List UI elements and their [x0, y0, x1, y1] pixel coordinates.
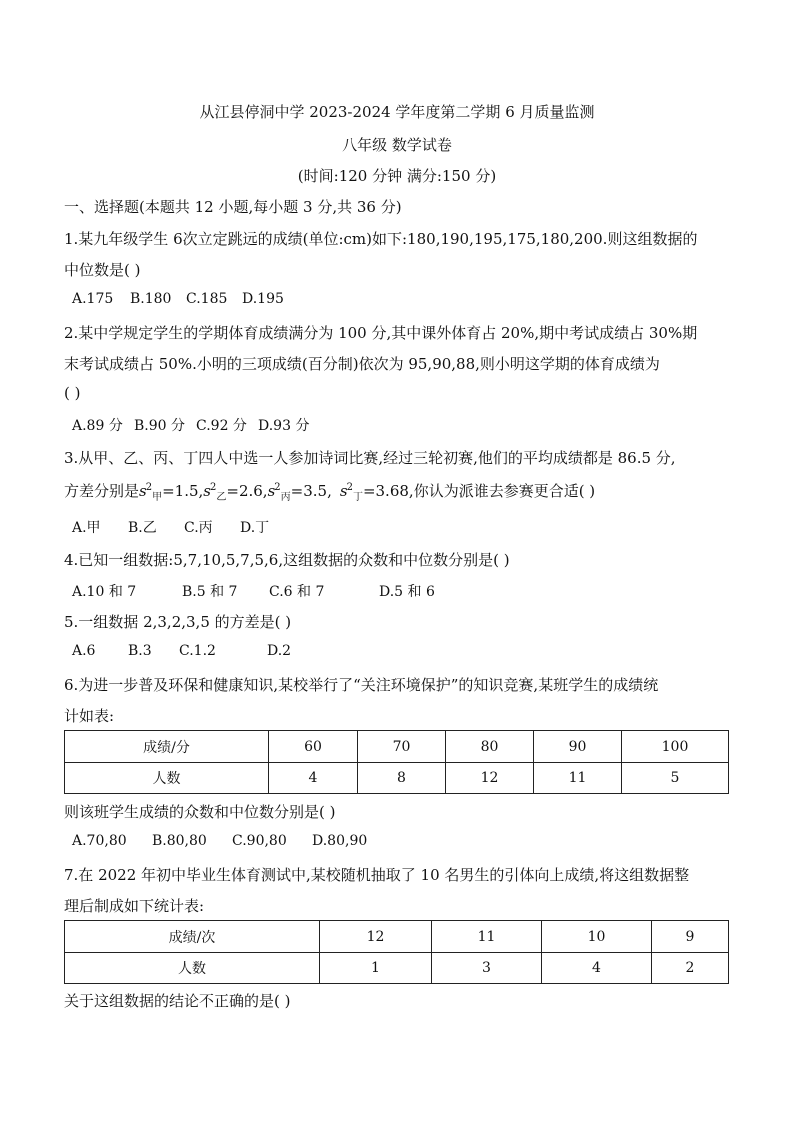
option-d: D.80,90: [312, 833, 368, 849]
section-heading: 一、选择题(本题共 12 小题,每小题 3 分,共 36 分): [64, 198, 402, 216]
question-3-options: [72, 517, 269, 537]
question-3-text: 3.从甲、乙、丙、丁四人中选一人参加诗词比赛,经过三轮初赛,他们的平均成绩都是 86.5 分,: [64, 449, 676, 467]
question-5-options: [72, 643, 291, 659]
question-2-text: 2.某中学规定学生的学期体育成绩满分为 100 分,其中课外体育占 20%,期中考试成绩占 30%期: [64, 324, 698, 342]
exam-time-info: (时间:120 分钟 满分:150 分): [297, 167, 497, 185]
option-d: D.丁: [240, 520, 270, 536]
variance-bing: =3.5,: [290, 482, 332, 500]
table-cell: 12: [446, 763, 534, 794]
option-b: B.80,80: [152, 833, 207, 849]
table-cell: 100: [622, 731, 729, 763]
variance-yi: =2.6,: [226, 482, 268, 500]
option-a: A.175: [72, 291, 114, 307]
exam-title: 从江县停洞中学 2023-2024 学年度第二学期 6 月质量监测: [199, 103, 595, 121]
option-c: C.185: [186, 291, 228, 307]
table-cell: 80: [446, 731, 534, 763]
option-a: A.89 分: [72, 418, 123, 434]
table-cell: 90: [534, 731, 622, 763]
question-5-text: 5.一组数据 2,3,2,3,5 的方差是( ): [64, 613, 292, 631]
question-3-variances: 方差分别是$s^2_甲=1.5,s^2_乙=2.6,s^2_丙=3.5$, $s^2_丁=3.68$,你认为派谁去参赛更合适( ): [64, 482, 596, 503]
question-1-text-cont: 中位数是( ): [64, 261, 141, 279]
table-cell: 4: [542, 953, 652, 984]
table-header-cell: 人数: [65, 763, 269, 794]
option-d: D.195: [242, 291, 284, 307]
variance-jia: =1.5,: [162, 482, 204, 500]
table-cell: 8: [358, 763, 446, 794]
table-header-cell: 成绩/分: [65, 731, 269, 763]
option-c: C.6 和 7: [269, 584, 325, 600]
score-table-q7: [64, 920, 729, 984]
table-cell: 3: [432, 953, 542, 984]
question-6-text-cont: 计如表:: [64, 707, 115, 725]
option-a: A.6: [72, 643, 96, 659]
exam-subtitle: 八年级 数学试卷: [342, 136, 452, 154]
question-2-text-cont: 末考试成绩占 50%.小明的三项成绩(百分制)依次为 95,90,88,则小明这学期的体育成绩为: [64, 355, 660, 373]
variance-ding: =3.68,: [362, 482, 414, 500]
table-header-cell: 成绩/次: [65, 921, 320, 953]
question-7-prompt: 关于这组数据的结论不正确的是( ): [64, 992, 291, 1010]
table-cell: 9: [652, 921, 729, 953]
option-d: D.5 和 6: [379, 584, 435, 600]
question-1-options: [72, 291, 284, 307]
table-cell: 4: [269, 763, 358, 794]
question-6-options: [72, 833, 367, 849]
option-b: B.180: [130, 291, 172, 307]
option-a: A.10 和 7: [72, 584, 137, 600]
option-c: C.92 分: [196, 418, 247, 434]
question-1-text: 1.某九年级学生 6次立定跳远的成绩(单位:cm)如下:180,190,195,175,180,200.则这组数据的: [64, 230, 698, 248]
option-b: B.3: [128, 643, 152, 659]
question-2-blank: ( ): [64, 384, 81, 402]
table-cell: 60: [269, 731, 358, 763]
table-cell: 11: [432, 921, 542, 953]
option-a: A.70,80: [72, 833, 127, 849]
score-table-q6: [64, 730, 729, 794]
option-d: D.93 分: [258, 418, 310, 434]
option-b: B.乙: [128, 520, 157, 536]
option-b: B.5 和 7: [182, 584, 238, 600]
table-header-cell: 人数: [65, 953, 320, 984]
table-cell: 12: [320, 921, 432, 953]
question-7-text-cont: 理后制成如下统计表:: [64, 897, 205, 915]
table-cell: 11: [534, 763, 622, 794]
table-cell: 10: [542, 921, 652, 953]
option-c: C.90,80: [232, 833, 287, 849]
table-cell: 1: [320, 953, 432, 984]
table-cell: 2: [652, 953, 729, 984]
table-cell: 5: [622, 763, 729, 794]
option-d: D.2: [267, 643, 292, 659]
question-4-options: [72, 581, 435, 601]
option-c: C.丙: [184, 520, 213, 536]
question-6-prompt: 则该班学生成绩的众数和中位数分别是( ): [64, 803, 336, 821]
option-b: B.90 分: [134, 418, 186, 434]
option-c: C.1.2: [179, 643, 216, 659]
table-cell: 70: [358, 731, 446, 763]
question-7-text: 7.在 2022 年初中毕业生体育测试中,某校随机抽取了 10 名男生的引体向上成绩,将这组数据整: [64, 866, 690, 884]
question-2-options: [72, 415, 309, 435]
question-6-text: 6.为进一步普及环保和健康知识,某校举行了“关注环境保护”的知识竞赛,某班学生的成绩统: [64, 676, 659, 694]
question-4-text: 4.已知一组数据:5,7,10,5,7,5,6,这组数据的众数和中位数分别是( ): [64, 551, 510, 569]
option-a: A.甲: [72, 520, 101, 536]
